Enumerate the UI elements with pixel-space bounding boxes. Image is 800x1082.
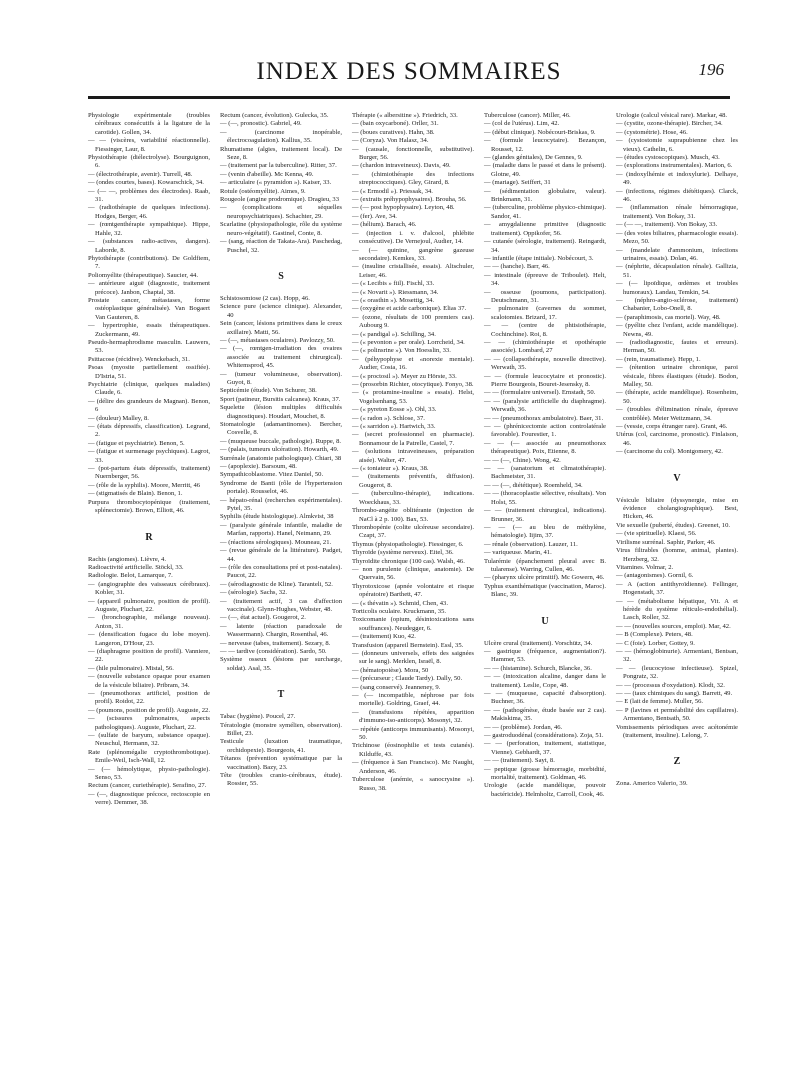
index-entry: — (—, pronostic). Gabriel, 49. bbox=[220, 120, 302, 128]
index-entry: — (sang conservé). Jeanneney, 9. bbox=[352, 683, 441, 691]
index-entry: — (thérapie, acide mandélique). Rosenheim, 50. bbox=[616, 389, 738, 405]
index-entry: — (substances radio-actives, dangers). Laborde, 8. bbox=[88, 238, 210, 254]
index-entry: — (« thévatin »). Schmid, Chen, 43. bbox=[352, 599, 448, 607]
index-entry: — — (formulaire universel). Ernstadt, 50. bbox=[484, 389, 596, 397]
index-entry: — (mandelate d'ammonium, infections urinaires, essais). Dolan, 46. bbox=[616, 246, 738, 262]
index-entry: Squelette (lésion multiples difficultés diagnostiques). Houdart, Mouchet, 8. bbox=[220, 404, 342, 420]
index-entry: — (paralysie générale infantile, maladie de Marfan, rapports). Hanel, Neimann, 29. bbox=[220, 521, 342, 538]
index-entry: — (formule leucocytaire). Bezançon, Rousset, 12. bbox=[484, 137, 606, 153]
index-entry: Vie sexuelle (puberté, études). Greenet, 10. bbox=[616, 521, 731, 529]
index-entry: — (« proctosil »). Meyer zu Hörste, 33. bbox=[352, 372, 457, 380]
index-entry: Thrombopénie (colite ulcéreuse secondaire). Czapt, 37. bbox=[352, 523, 474, 540]
index-entry: Schistosomiose (2 cas). Hopp, 46. bbox=[220, 294, 310, 302]
index-entry: — (« Ermodil »). Priessak, 34. bbox=[352, 187, 433, 195]
index-entry: — (pharynx ulcère primitif). Mc Gowern, 46. bbox=[484, 574, 605, 582]
index-entry: — (—, diagnostique précoce, rectoscopie en verre). Demmer, 38. bbox=[88, 790, 210, 807]
index-entry: — (indoxylhémie et indoxylurie). Delhaye, 49. bbox=[616, 170, 738, 187]
index-entry: — nerveuse (tabes, traitement). Sezary, 8. bbox=[220, 639, 331, 647]
index-entry: — (rœntgenthérapie sympathique). Hippe, Hahle, 32. bbox=[88, 221, 210, 237]
index-entry: Thymus (physiopathologie). Fiessinger, 6. bbox=[352, 540, 464, 548]
index-entry: Physiothérapie (diélectrolyse). Bourguignon, 6. bbox=[88, 154, 210, 170]
section-letter: T bbox=[277, 689, 285, 701]
index-entry: Sein (cancer, lésions primitives dans le creux axillaire). Matti, 56. bbox=[220, 320, 342, 336]
index-entry: — — (muqueuse, capacité d'absorption). Buchner, 36. bbox=[484, 690, 606, 706]
index-entry: — — (—, Chine). Wong, 42. bbox=[484, 456, 561, 464]
index-entry: Science pure (science clinique). Alexander, 40 bbox=[220, 303, 342, 319]
index-entry: — (« pyreton Eosse »). Ohl, 33. bbox=[352, 406, 437, 414]
index-entry: — — (centre de phtisiothérapie, Cochinchine). Roi, 8. bbox=[484, 322, 606, 338]
index-entry: — (« Novarit »). Riessmann, 34. bbox=[352, 288, 439, 296]
index-entry: — — (leucocytose infectieuse). Spizel, Pongratz, 32. bbox=[616, 664, 738, 681]
index-entry: — — (collapsothérapie, nouvelle directive). Werwath, 35. bbox=[484, 355, 606, 372]
index-entry: — (réactions sérologiques). Mouneau, 21. bbox=[220, 538, 332, 546]
index-entry: — (précurseur ; Claude Tardy). Dally, 50. bbox=[352, 675, 463, 683]
index-entry: Thrombo-angéite oblitérante (injection de NaCl à 2 p. 100). Bax, 53. bbox=[352, 507, 474, 523]
index-entry: — variqueuse. Marin, 41. bbox=[484, 549, 552, 557]
index-entry: Utérus (col, carcinome, pronostic). Finlaison, 46. bbox=[616, 431, 738, 447]
index-entry: — (sédimentation globulaire, valeur). Brinkmann, 31. bbox=[484, 187, 606, 204]
index-entry: Torticolis oculaire. Kruckmann, 35. bbox=[352, 607, 447, 615]
index-entry: — — (thoracoplastie sélective, résultats). Von Holst, 55. bbox=[484, 490, 606, 506]
index-entry: Transfusion (appareil Bernstein). Essl, 35. bbox=[352, 641, 464, 649]
index-entry: — (fatigue et surmenage psychiques). Lagrot, 33. bbox=[88, 448, 210, 464]
index-entry: Vésicule biliaire (dyssynergie, mise en évidence cholangiographique). Best, Hicken, 46. bbox=[616, 496, 738, 521]
index-entry: — (solutions intraveineuses, préparation aisée). Walter, 47. bbox=[352, 448, 474, 464]
index-entry: — (maladie dans le passé et dans le présent). Glotne, 49. bbox=[484, 162, 606, 178]
index-entry: Thyroïde (système nerveux). Eitel, 36. bbox=[352, 549, 454, 557]
index-entry: Stomatologie (adamantinomes). Bercher, Cosvelle, 8. bbox=[220, 421, 342, 437]
index-entry: Radioactivité artificielle. Stöckl, 33. bbox=[88, 563, 184, 571]
index-entry: — (états dépressifs, classification). Legrand, 2. bbox=[88, 423, 210, 439]
section-letter: S bbox=[278, 270, 284, 282]
index-entry: — (tumeur volumineuse, observation). Guyot, 8. bbox=[220, 370, 342, 386]
index-entry: — (« sarridon »). Hartwich, 33. bbox=[352, 423, 436, 431]
index-entry: — hypertrophie, essais thérapeutiques. Zuckermann, 49. bbox=[88, 322, 210, 338]
index-entry: Tétanos (prévention systématique par la vaccination). Bazy, 23. bbox=[220, 755, 342, 771]
index-entry: — — (histamine). Schurch, Blancke, 36. bbox=[484, 664, 592, 672]
index-entry: — — (pneumothorax ambulatoire). Baer, 31. bbox=[484, 414, 604, 422]
index-entry: — (pneumothorax artificiel, position de profil). Roidot, 22. bbox=[88, 690, 210, 706]
index-entry: Pseudo-hermaphrodisme masculin. Lauwers, 53. bbox=[88, 338, 210, 355]
index-entry: — (mariage). Seiffert, 31 bbox=[484, 179, 551, 187]
index-entry: — — (hémoglobinurie). Armentani, Bentsan, 32. bbox=[616, 647, 738, 664]
index-entry: — (fatigue et psychiatrie). Benon, 5. bbox=[88, 439, 185, 447]
index-entry: — — (pathogénèse, étude basée sur 2 cas). Makiskima, 35. bbox=[484, 706, 606, 723]
index-entry: — infantile (étape initiale). Nobécourt, 3. bbox=[484, 254, 594, 262]
index-entry: — (électrothérapie, avenir). Turrell, 48. bbox=[88, 170, 193, 178]
index-entry: — (tuberculino-thérapie), indications. Woeckhaus, 33. bbox=[352, 490, 474, 506]
index-entry: — peptique (grosse hémorragie, morbidité, mortalité, traitement). Goldman, 46. bbox=[484, 765, 606, 782]
index-entry: Psittacose (récidive). Wenckebach, 31. bbox=[88, 355, 190, 363]
index-entry: Purpura thrombocytopénique (traitement, splénectomie). Brown, Elliott, 46. bbox=[88, 498, 210, 515]
index-entry: — (vessie, corps étranger rare). Grant, 46. bbox=[616, 423, 728, 431]
index-entry: — (poumons, position de profil). Auguste, 22. bbox=[88, 706, 210, 714]
index-entry: Rotule (ostéomyélite). Aimes, 9. bbox=[220, 187, 306, 195]
index-entry: — (rétention urinaire chronique, paroi vésicale, fibres élastiques (étude). Bodon, Malley, 50. bbox=[616, 364, 738, 388]
index-entry: — (rein, traumatisme). Hepp, 1. bbox=[616, 355, 701, 363]
index-entry: — (délire des grandeurs de Magnan). Benon, 6 bbox=[88, 397, 210, 414]
index-entry: — (hématopoièse). Mora, 50 bbox=[352, 666, 429, 674]
index-entry: Psychiatrie (clinique, quelques maladies) Claude, 6. bbox=[88, 381, 210, 397]
index-entry: — (angiographie des vaisseaux cérébraux). Kobler, 31. bbox=[88, 580, 210, 597]
index-entry: — — (métabolisme hépatique, Vit. A et hérède du système réticulo-endothélial). Lasch, Roller, 32. bbox=[616, 597, 738, 622]
index-entry: — (traitement) Kuo, 42. bbox=[352, 633, 416, 641]
index-entry: — non purulente (clinique, anatomie). De Quervain, 56. bbox=[352, 565, 474, 582]
index-entry: — (chardon intraveineux). Davis, 49. bbox=[352, 162, 451, 170]
index-entry: Thyrotoxicose (apnée volontaire et risque opératoire) Barthett, 47. bbox=[352, 582, 474, 599]
index-entry: — (« pevonton » per orale). Lorrcheid, 34. bbox=[352, 338, 465, 346]
index-entry: — (diaphragme position de profil). Vanniere, 22. bbox=[88, 647, 210, 664]
index-column-3 bbox=[352, 112, 474, 793]
index-entry: — (« toniateur »). Kraus, 38. bbox=[352, 465, 429, 473]
index-column-1 bbox=[88, 112, 210, 808]
index-entry: — C (foie). Lorber, Gottey, 9. bbox=[616, 639, 695, 647]
index-entry: Tabac (hygiène). Poucel, 27. bbox=[220, 713, 296, 721]
index-entry: — (néphro-angio-sclérose, traitement) Chabanier, Lobo-Onell, 8. bbox=[616, 296, 738, 313]
index-entry: — (glandes génitales), De Gennes, 9. bbox=[484, 154, 583, 162]
index-entry: — (carcinome du col). Montgomery, 42. bbox=[616, 448, 723, 456]
index-entry: — (— post hypophysaire). Leyton, 48. bbox=[352, 204, 455, 212]
index-entry: — (palais, tumeurs ulcération). Howarth, 49. bbox=[220, 446, 339, 454]
index-entry: — (nouvelle substance opaque pour examen de la vésicule biliaire). Pribram, 34. bbox=[88, 673, 210, 689]
index-entry: — — (chimiothérapie et opothérapie associée). Lombard, 27 bbox=[484, 338, 606, 355]
index-entry: — P (lavines et perméabilité des capillaires). Armentano, Bentsath, 50. bbox=[616, 706, 738, 723]
index-entry: — — (hanche). Barr, 46. bbox=[484, 263, 550, 271]
index-entry: Thyroïdite chronique (100 cas). Walsh, 46. bbox=[352, 557, 465, 565]
index-entry: — (sulfate de baryum, substance opaque). Neuschul, Hermann, 32. bbox=[88, 732, 210, 748]
index-entry: Tête (troubles cranio-cérébraux, étude). Rossier, 55. bbox=[220, 772, 342, 788]
index-entry: — (apoplexie). Barsoum, 48. bbox=[220, 463, 297, 471]
index-entry: — (boues curatives). Hahn, 38. bbox=[352, 128, 435, 136]
section-letter: U bbox=[541, 615, 549, 627]
index-entry: — (injection i. v. d'alcool, phlébite consécutive). De Vernejoul, Audier, 14. bbox=[352, 229, 474, 246]
index-entry: — rénale (observation). Lauzer, 11. bbox=[484, 540, 578, 548]
index-entry: — (cystométrie). Hose, 46. bbox=[616, 128, 688, 136]
index-entry: Septicémie (étude). Von Schurer, 38. bbox=[220, 387, 317, 395]
index-entry: — (—, état actuel). Gougerot, 2. bbox=[220, 614, 306, 622]
index-entry: — — (formule leucocytaire et pronostic). Pierre Bourgeois, Bouret-Jesensky, 8. bbox=[484, 372, 606, 388]
index-entry: — (fréquence à San Francisco). Mc Naught, Anderson, 46. bbox=[352, 759, 474, 775]
index-entry: Virilisme surrénal. Saphir, Parker, 46. bbox=[616, 538, 716, 546]
index-entry: Syndrome de Banti (rôle de l'hypertension portale). Rousselot, 46. bbox=[220, 479, 342, 496]
index-entry: — (début clinique). Nobécourt-Briskas, 9. bbox=[484, 128, 596, 136]
index-entry: Urologie (calcul vésical rare). Markar, 48. bbox=[616, 112, 728, 119]
index-entry: — (pot-partum états dépressifs, traitement) Nuernberger, 56. bbox=[88, 465, 210, 481]
index-entry: Phytothérapie (contributions). De Goldfiem, 7. bbox=[88, 254, 210, 271]
index-entry: — (troubles d'élimination rénale, épreuve contrôlée). Meier Weitzmann, 34. bbox=[616, 406, 738, 422]
index-entry: Urologie (acide mandélique, pouvoir bactéricide). Helmholtz, Carroll, Cook, 46. bbox=[484, 782, 606, 798]
index-entry: Rhumatisme (algies, traitement local). De Seze, 8. bbox=[220, 145, 342, 162]
index-entry: Rachis (angiomes). Lièvre, 4. bbox=[88, 555, 167, 563]
index-entry: — (radiodiagnostic, fautes et erreurs). Herman, 50. bbox=[616, 338, 738, 355]
index-entry: — (péhypophyse et «norexie mentale). Audier, Cosia, 16. bbox=[352, 355, 474, 372]
index-entry: — hépato-rénal (recherches expérimentales). Pytel, 35. bbox=[220, 496, 342, 513]
section-letter: V bbox=[673, 472, 681, 484]
index-entry: — — tardive (considération). Sardo, 50. bbox=[220, 647, 327, 655]
index-entry: — (venin d'abeille). Mc Kenna, 49. bbox=[220, 170, 314, 178]
index-entry: — (donneurs universels, effets des saignées sur le sang). Merklen, Israël, 8. bbox=[352, 650, 474, 666]
index-entry: — (paraphimosis, cas mortel). Way, 48. bbox=[616, 313, 721, 321]
index-entry: — gastroduodénal (considérations). Zoja, 51. bbox=[484, 732, 604, 740]
index-entry: — cutanée (sérologie, traitement). Reingardt, 34. bbox=[484, 238, 606, 254]
index-entry: — E (lait de femme). Muller, 56. bbox=[616, 698, 704, 706]
index-entry: — (— incompatible, néphrose par fois mortelle). Goldring, Graef, 44. bbox=[352, 692, 474, 708]
index-entry: Sympathicoblastome. Vitez Daniel, 50. bbox=[220, 471, 324, 479]
index-entry: — (pyélite chez l'enfant, acide mandélique). Newns, 49. bbox=[616, 322, 738, 338]
section-letter: R bbox=[145, 531, 153, 543]
index-entry: Physiologie expérimentale (troubles cérébraux consécutifs à la ligature de la carotide). Gollen, 34. bbox=[88, 112, 210, 136]
index-entry: — (« pandigal »). Schilling, 34. bbox=[352, 330, 436, 338]
index-entry: Typhus exanthématique (vaccination, Maroc). Blanc, 39. bbox=[484, 582, 606, 599]
index-entry: Thérapie (« albersitine »). Friedrich, 33. bbox=[352, 112, 458, 119]
index-entry: — (fer). Ave, 34. bbox=[352, 212, 397, 220]
index-entry: — (muqueuse buccale, pathologie). Ruppe, 8. bbox=[220, 437, 342, 445]
index-entry: — articulaire (« pyramidon »). Kaiser, 33. bbox=[220, 179, 332, 187]
index-entry: — (— hémolytique, physio-pathologie). Senso, 53. bbox=[88, 765, 210, 782]
index-entry: — (rôle de la syphilis). Moore, Merritt, 46 bbox=[88, 481, 201, 489]
index-entry: — (sérodiagnostic de Kline). Taranteli, 52. bbox=[220, 580, 333, 588]
index-entry: Surrénale (anatomie pathologique). Chiari, 38 bbox=[220, 454, 342, 462]
index-entry: Tératologie (monstre symélien, observation). Billet, 23. bbox=[220, 721, 342, 737]
index-entry: — A (action antithyroïdienne). Fellinger, Hogenstadt, 37. bbox=[616, 580, 738, 597]
index-entry: — — (nouvelles sources, emploi). Mar, 42. bbox=[616, 622, 731, 630]
index-entry: — — (perforation, traitement, statistique, Vienne). Gebhardt, 37. bbox=[484, 740, 606, 756]
index-entry: — (études cystoscopiques). Musch, 43. bbox=[616, 154, 720, 162]
index-entry: — (— —, problèmes des électrodes). Raab, 31. bbox=[88, 187, 210, 204]
index-entry: — (explorations instrumentales). Marion, 6. bbox=[616, 162, 733, 170]
index-entry: — (causale, fonctionnelle, substitutive). Burger, 56. bbox=[352, 145, 474, 162]
index-entry: — (« Lecibis » fiil). Fischl, 33. bbox=[352, 280, 435, 288]
index-entry: — — (problème). Jordan, 46. bbox=[484, 723, 563, 731]
index-entry: — — (traitement chirurgical, indications). Brunner, 36. bbox=[484, 507, 606, 523]
index-entry: — antérieure aiguë (diagnostic, traitement précoce). Janbon, Chaptal, 38. bbox=[88, 280, 210, 296]
page-number: 196 bbox=[698, 60, 724, 79]
index-entry: — (traitement par la tuberculine). Ritter, 37. bbox=[220, 162, 337, 170]
index-entry: — — (processus d'oxydation). Klodt, 32. bbox=[616, 681, 725, 689]
index-entry: — (secret professionnel en pharmacie). Bonnamour de la Patrelle, Castel, 7. bbox=[352, 431, 474, 447]
index-entry: — répétée (anticorps immunisants). Mosonyi, 50. bbox=[352, 725, 474, 742]
index-entry: — (rôle des consultations pré et post-natales). Paucot, 22. bbox=[220, 563, 342, 580]
index-entry: — (cystite, ozone-thérapie). Bircher, 34. bbox=[616, 120, 723, 128]
index-entry: — (néphrite, décapsulation rénale). Gallizia, 51. bbox=[616, 263, 738, 279]
index-entry: — — (— au bleu de méthylène, hématologie). Iijim, 37. bbox=[484, 523, 606, 540]
index-entry: Testicule (luxation traumatique, orchidopexie). Bourgeois, 41. bbox=[220, 738, 342, 754]
index-entry: — — (phrénicectomie action controlatérale favorable). Fourestier, 1. bbox=[484, 423, 606, 439]
index-entry: — (« orasthin »). Mosettig, 34. bbox=[352, 296, 435, 304]
index-entry: — intestinale (épreuve de Triboulet). Helt, 34. bbox=[484, 271, 606, 288]
index-entry: — — (taux chimiques du sang). Barrett, 49. bbox=[616, 690, 733, 697]
index-entry: — (appareil pulmonaire, position de profil). Auguste, Pluchart, 22. bbox=[88, 597, 210, 613]
index-entry: — (— lipoïdique, œdèmes et troubles humoraux). Landau, Temkin, 54. bbox=[616, 280, 738, 296]
index-entry: Ulcère crural (traitement). Vorschütz, 34. bbox=[484, 639, 593, 647]
index-entry: — (col de l'utérus). Lim, 42. bbox=[484, 120, 560, 128]
index-entry: — latente (réaction paradoxale de Wassermann). Chargin, Rosenthal, 46. bbox=[220, 622, 342, 639]
index-entry: — osseuse (poumons, participation). Deutschmann, 31. bbox=[484, 288, 606, 304]
index-entry: Sport (patineur, Bursitis calcanea). Kraus, 37. bbox=[220, 395, 341, 403]
index-entry: — (vie spirituelle). Klaesi, 56. bbox=[616, 530, 697, 538]
index-entry: — — (paralysie artificielle du diaphragme). Werwath, 36. bbox=[484, 397, 606, 414]
index-entry: Virus filtrables (homme, animal, plantes). Herzberg, 32. bbox=[616, 547, 738, 563]
index-entry: — (ondes courtes, bases). Kowarschick, 34. bbox=[88, 179, 204, 187]
index-entry: — (complications et séquelles neuropsychiatriques). Schachter, 29. bbox=[220, 204, 342, 220]
index-entry: — (—, rœntgen-irradiation des ovaires associée au traitement chirurgical). Whitemsprod, 45. bbox=[220, 345, 342, 370]
index-entry: Zona. Americo Valerio, 39. bbox=[616, 780, 688, 788]
index-entry: Tuberculose (anémie, « sanocrysine »). Russo, 38. bbox=[352, 776, 474, 792]
index-entry: — pulmonaire (cavernes du sommet, scalotomies. Brizard, 17. bbox=[484, 305, 606, 321]
index-entry: — — (intoxication alcaline, danger dans le traitement). Leslie, Cope, 48. bbox=[484, 673, 606, 689]
index-entry: — (bronchographie, mélange nouveau). Anton, 31. bbox=[88, 614, 210, 630]
index-entry: — — (— associée au pneumothorax thérapeutique). Poix, Etienne, 8. bbox=[484, 439, 606, 456]
index-entry: Rougeole (angine prodromique). Dragieu, 33 bbox=[220, 196, 340, 204]
index-entry: Psoas (myosite partiellement ossifiée). D'Istria, 51. bbox=[88, 364, 210, 380]
index-entry: Tuberculose (cancer). Miller, 46. bbox=[484, 112, 571, 119]
index-column-4 bbox=[484, 112, 606, 799]
index-entry: — — (traitement). Sayt, 8. bbox=[484, 757, 555, 765]
index-entry: — (bain oxycarboné). Orller, 31. bbox=[352, 120, 439, 128]
index-entry: Rate (splénomégalie cryptothrombotique). Emile-Weil, Isch-Wall, 12. bbox=[88, 748, 210, 765]
index-entry: — (Coryza). Von Halasz, 34. bbox=[352, 137, 429, 145]
index-entry: — (extraits préhypophysaires). Brouha, 56. bbox=[352, 196, 467, 204]
page-header bbox=[88, 52, 730, 99]
index-entry: — (transfusions répétées, apparition d'immuno-iso-anticorps). Mosonyi, 32. bbox=[352, 708, 474, 725]
index-entry: — (antagonismes). Gornil, 6. bbox=[616, 572, 694, 580]
index-entry: — (stigmatisés de Blain). Benon, 1. bbox=[88, 490, 183, 498]
index-entry: — (traitement actif, 3 cas d'affection vaccinale). Glynn-Hughes, Webster, 48. bbox=[220, 597, 342, 613]
index-entry: — (densification fugace du lobe moyen). Langeron, D'Hour, 23. bbox=[88, 631, 210, 647]
index-entry: — (douleur) Malley, 8. bbox=[88, 414, 149, 422]
index-entry: — (—, métastases oculaires). Pavlozzy, 50. bbox=[220, 336, 335, 344]
index-entry: — (tuberculine, problème physico-chimique). Sandor, 41. bbox=[484, 204, 606, 220]
index-entry: Rectum (cancer, évolution). Gulecka, 35. bbox=[220, 112, 329, 119]
index-entry: — (sérologie). Sachs, 32. bbox=[220, 589, 288, 597]
index-entry: Poliomyélite (thérapeutique). Saucier, 44. bbox=[88, 271, 198, 279]
index-entry: Tularémie (épanchement pleural avec B. tularense). Warring, Cullen, 46. bbox=[484, 557, 606, 573]
index-entry: Radiologie. Belot, Lamarque, 7. bbox=[88, 572, 173, 580]
index-entry: — (traitements préventifs, diffusion). Gougerot, 8. bbox=[352, 473, 474, 489]
index-entry: — — (viscères, variabilité réactionnelle). Fiessinger, Laur, 8. bbox=[88, 137, 210, 153]
index-entry: — amygdalienne primitive (diagnostic traitement). Oppikofer, 56. bbox=[484, 221, 606, 237]
index-entry: Toxicomanie (opium, désintoxications sans souffrances). Neudegger, 6. bbox=[352, 616, 474, 632]
index-entry: Syphilis (étude histologique). Almkvist, 38 bbox=[220, 513, 334, 521]
index-entry: — (chimiothérapie des infections streptococciques). Gley, Girard, 8. bbox=[352, 170, 474, 187]
index-column-2 bbox=[220, 112, 342, 789]
index-entry: — (oxygène et acide carbonique). Elias 37. bbox=[352, 305, 467, 313]
index-entry: — gastrique (fréquence, augmentation?). Hammer, 53. bbox=[484, 647, 606, 664]
index-entry: — (inflammation rénale hémorragique, traitement). Von Bokay, 31. bbox=[616, 204, 738, 220]
index-entry: — — (—, diététique). Roemheld, 34. bbox=[484, 481, 583, 489]
index-entry: Vomissements périodiques avec acétonémie (traitement, insuline). Lelong, 7. bbox=[616, 723, 738, 740]
index-entry: — — (sanatorium et climatothérapie). Bachmeister, 31. bbox=[484, 465, 606, 481]
index-entry: — (hile pulmonaire). Mistal, 56. bbox=[88, 664, 174, 672]
index-entry: — (prosorbin Richter, otocytique). Fonyo, 38. bbox=[352, 381, 474, 388]
index-entry: Vitamines. Volmar, 2. bbox=[616, 563, 674, 571]
index-entry: — (scissures pulmonaires, aspects pathologiques). Auguste, Pluchart, 22. bbox=[88, 715, 210, 731]
index-entry: — (revue générale de la littérature). Padget, 44. bbox=[220, 547, 342, 563]
index-entry: — (— —, traitement). Von Bokay, 33. bbox=[616, 221, 718, 229]
index-entry: — (des voies biliaires, pharmacologie essais). Mezo, 50. bbox=[616, 229, 738, 246]
index-entry: — (sang, réaction de Takata-Ara). Paschedag, Puschel, 32. bbox=[220, 238, 342, 254]
index-entry: — (carcinome inopérable, électrocoagulation). Kallius, 35. bbox=[220, 128, 342, 145]
index-entry: Rectum (cancer, curiethérapie). Serafino, 27. bbox=[88, 782, 207, 790]
index-entry: — (hélium). Barach, 46. bbox=[352, 221, 417, 229]
index-entry: Système osseux (lésions par surcharge, soldat). Asal, 35. bbox=[220, 656, 342, 672]
index-entry: Prostate cancer, métastases, forme ostéoplastique généralisée). Van Bogaert Van Gauteren, 8. bbox=[88, 296, 210, 321]
index-entry: — (— quinine, gangrène gazeuse secondaire). Kemkes, 33. bbox=[352, 246, 474, 262]
index-entry: — (ozone, résultats de 100 premiers cas). Aubourg 9. bbox=[352, 313, 474, 330]
index-column-5 bbox=[616, 112, 738, 789]
index-entry: — (radiothérapie de quelques infections). Hodges, Berger, 46. bbox=[88, 204, 210, 220]
index-entry: — (cystostomie suprapubienne chez les vieux). Cathelin, 6. bbox=[616, 137, 738, 153]
index-entry: — (« polinsrine »). Von Hoesslin, 33. bbox=[352, 347, 451, 355]
index-entry: — (« protamine-insuline » essais). Helst, Vogelsenhang, 53. bbox=[352, 389, 474, 405]
page-title: INDEX DES SOMMAIRES bbox=[256, 58, 562, 85]
section-letter: Z bbox=[673, 756, 681, 768]
index-entry: — (infections, régimes diététiques). Clarck, 46. bbox=[616, 187, 738, 204]
index-entry: — B (Complexe). Peters, 48. bbox=[616, 631, 693, 639]
index-entry: Scarlatine (physiopathologie, rôle du système neuro-végétatif). Gastinel, Conte, 8. bbox=[220, 221, 342, 237]
index-entry: — (insuline cristallisée, essais). Altschuler, Leiser, 46. bbox=[352, 263, 474, 279]
index-entry: Trichinose (éosinophilie et tests cutanés). Kilduffe, 43. bbox=[352, 742, 474, 758]
index-entry: — (« radon »). Schlose, 37. bbox=[352, 414, 425, 422]
